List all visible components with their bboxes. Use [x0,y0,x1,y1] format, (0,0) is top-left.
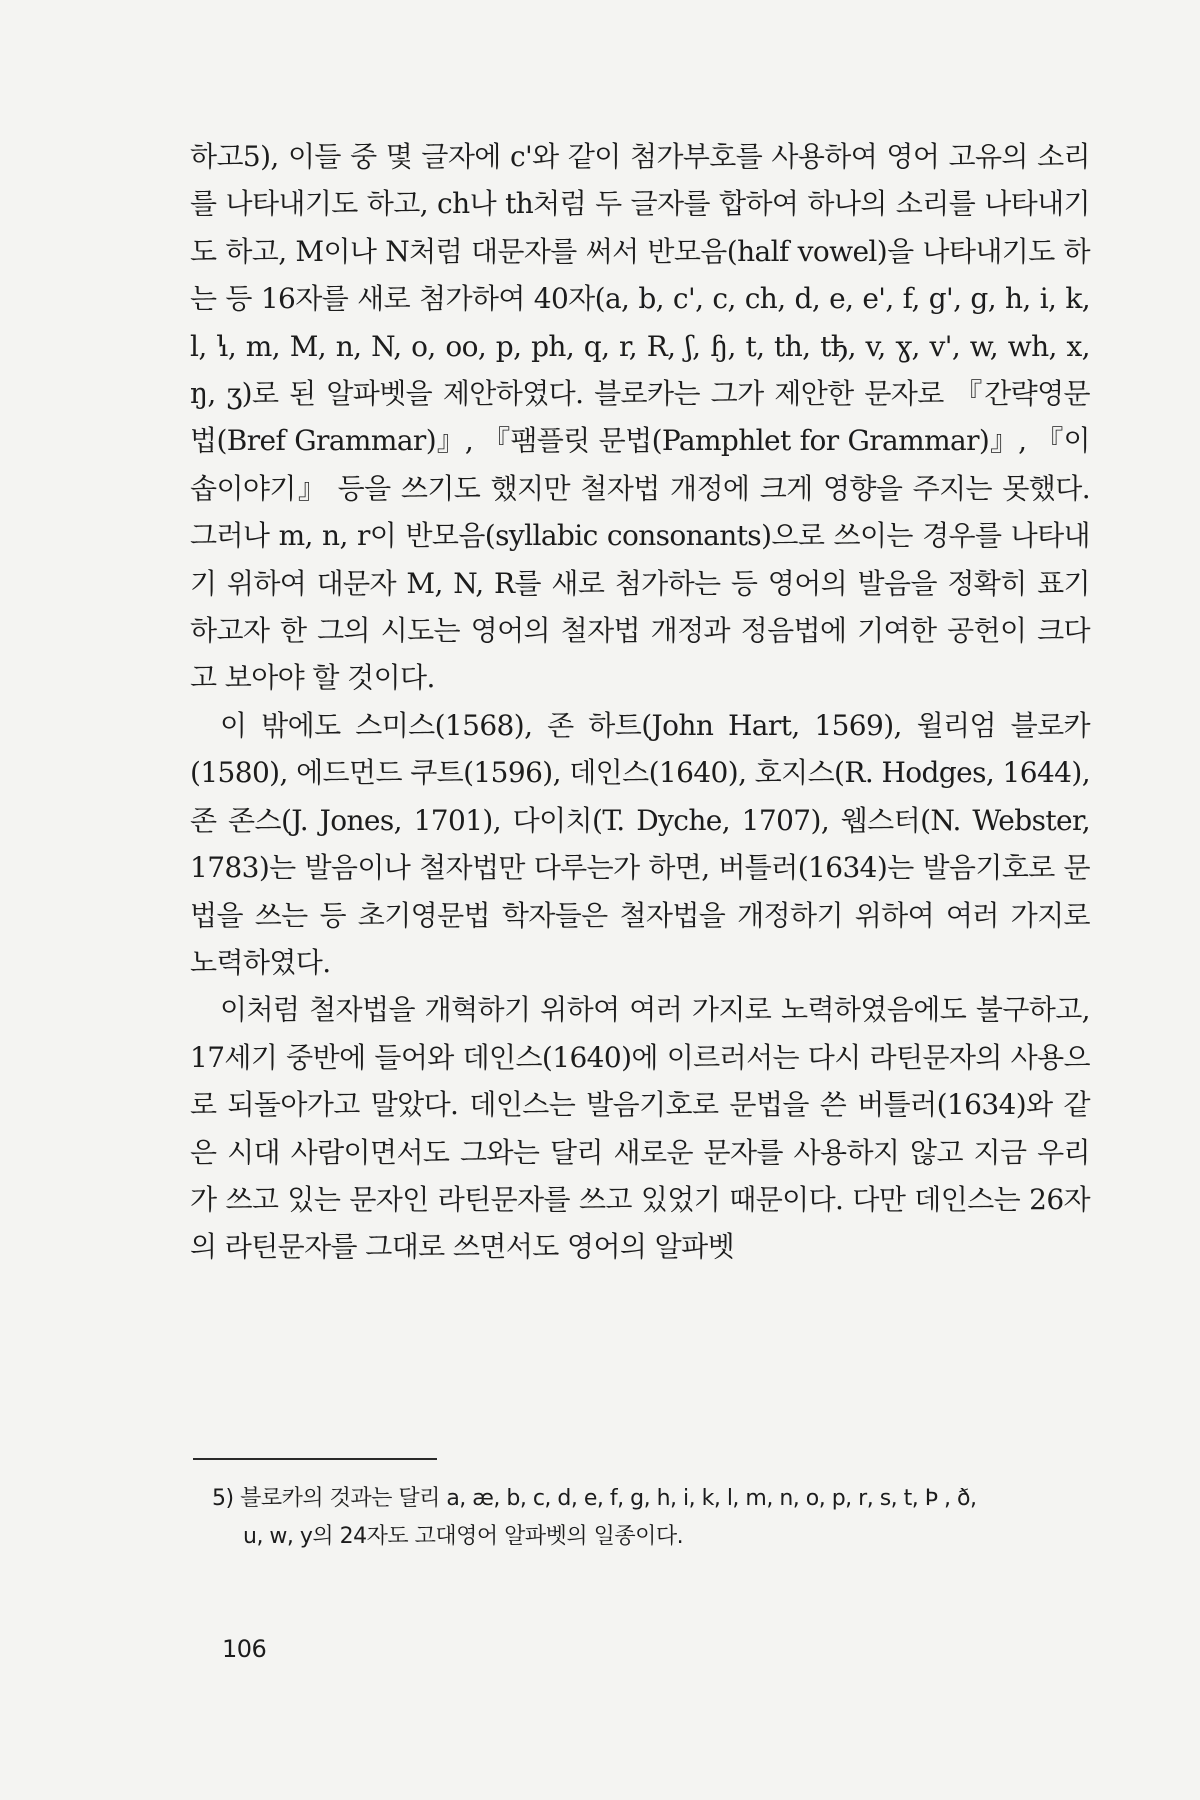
paragraph-2: 이 밖에도 스미스(1568), 존 하트(John Hart, 1569), 윌리엄 블로카(1580), 에드먼드 쿠트(1596), 데인스(1640), 호지스(R. Hodges, 1644), 존 존스(J. Jones, 1701), 다이치(T. Dyche, 1707), 웹스터(N. Webster, 1783)는 발음이나 철자법만 다루는가 하면, 버틀러(1634)는 발음기호로 문법을 쓰는 등 초기영문법 학자들은 철자법을 개정하기 위하여 여러 가지로 노력하였다. [190,708,1090,979]
footnote-line-2: u, w, y의 24자도 고대영어 알파벳의 일종이다. [243,1524,684,1549]
footnote [212,1480,1092,1556]
paragraph-3: 이처럼 철자법을 개혁하기 위하여 여러 가지로 노력하였음에도 불구하고, 17세기 중반에 들어와 데인스(1640)에 이르러서는 다시 라틴문자의 사용으로 되돌아가고 말았다. 데인스는 발음기호로 문법을 쓴 버틀러(1634)와 같은 시대 사람이면서도 그와는 달리 새로운 문자를 사용하지 않고 지금 우리가 쓰고 있는 문자인 라틴문자를 쓰고 있었기 때문이다. 다만 데인스는 26자의 라틴문자를 그대로 쓰면서도 영어의 알파벳 [190,993,1090,1264]
footnote-line-1: 5) 블로카의 것과는 달리 a, æ, b, c, d, e, f, g, h, i, k, l, m, n, o, p, r, s, t, Þ , ð, [212,1486,977,1511]
paragraph-1: 하고5), 이들 중 몇 글자에 c'와 같이 첨가부호를 사용하여 영어 고유의 소리를 나타내기도 하고, ch나 th처럼 두 글자를 합하여 하나의 소리를 나타내기도 하고, M이나 N처럼 대문자를 써서 반모음(half vowel)을 나타내기도 하는 등 16자를 새로 첨가하여 40자(a, b, c', c, ch, d, e, e', f, g', g, h, i, k, l, ꝇ, m, M, n, N, o, oo, p, ph, q, r, R, ʃ, ɧ, t, th, tђ, v, ɣ, v', w, wh, x, ŋ, ʒ)로 된 알파벳을 제안하였다. 블로카는 그가 제안한 문자로 『간략영문법(Bref Grammar)』, 『팸플릿 문법(Pamphlet for Grammar)』, 『이솝이야기』 등을 쓰기도 했지만 철자법 개정에 크게 영향을 주지는 못했다. 그러나 m, n, r이 반모음(syllabic consonants)으로 쓰이는 경우를 나타내기 위하여 대문자 M, N, R를 새로 첨가하는 등 영어의 발음을 정확히 표기하고자 한 그의 시도는 영어의 철자법 개정과 정음법에 기여한 공헌이 크다고 보아야 할 것이다. [190,140,1090,695]
body-text [190,133,1090,1271]
footnote-divider [193,1458,437,1460]
page-number: 106 [222,1635,267,1663]
